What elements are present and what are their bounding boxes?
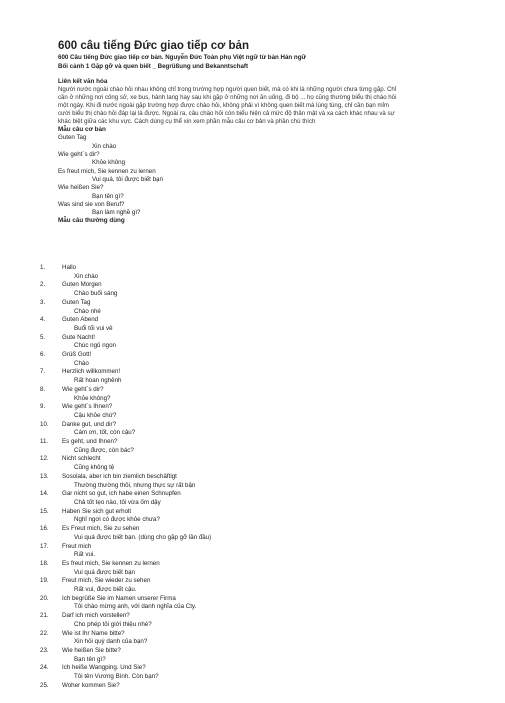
item-number: 7. [40, 368, 46, 376]
basic-sentences [58, 134, 488, 217]
item-number: 8. [40, 385, 46, 393]
list-item [40, 281, 480, 298]
item-number: 17. [40, 542, 49, 550]
german-phrase: Freut mich, Sie wieder zu sehen [62, 577, 151, 585]
common-heading: Mẫu câu thường dùng [58, 217, 125, 225]
list-item [40, 455, 480, 472]
culture-line: một ngày. Khi đi nước ngoài gặp trường hợp được chào hỏi, không phải vì không quen biết mà lúng túng, chỉ cần bạn mỉm [58, 102, 389, 110]
german-phrase: Guten Tag [62, 298, 91, 306]
german-phrase: Grüß Gott! [62, 351, 92, 359]
list-item [40, 386, 480, 403]
vietnamese-phrase: Rất vui. [74, 551, 95, 559]
list-item [40, 490, 480, 507]
german-phrase: Ich heiße Wangping. Und Sie? [62, 664, 146, 672]
german-sentence: Guten Tag [58, 134, 87, 142]
document-page [58, 40, 488, 226]
list-item [40, 612, 480, 629]
item-number: 1. [40, 264, 46, 271]
german-phrase: Wie geht´s dir? [62, 385, 104, 393]
german-phrase: Guten Morgen [62, 281, 102, 289]
german-phrase: Es freut mich, Sie kennen zu lernen [62, 559, 160, 567]
vietnamese-translation: Xin chào [92, 142, 117, 150]
item-number: 22. [40, 629, 49, 637]
item-number: 19. [40, 577, 49, 585]
subtitle-line: 600 Câu tiếng Đức giao tiếp cơ bản. Nguyễn Đức Toàn phụ Việt ngữ từ bản Hán ngữ [58, 54, 306, 61]
list-item [40, 351, 480, 368]
german-phrase: Darf ich mich vorstellen? [62, 612, 130, 620]
vietnamese-phrase: Chả tốt tẹo nào, tôi vừa ốm dậy [74, 498, 161, 506]
culture-line: cười biểu thị chào hỏi đáp lại là được. Ngoài ra, câu chào hỏi còn biểu hiện cả mức độ thân mật và xa cách khác nhau và sự [58, 110, 395, 118]
german-phrase: Nicht schlecht [62, 455, 101, 463]
vietnamese-phrase: Nghỉ ngơi có được khỏe chưa? [74, 516, 160, 524]
vietnamese-phrase: Cậu khỏe chứ? [74, 411, 117, 419]
german-phrase: Wie ist Ihr Name bitte? [62, 629, 125, 637]
german-phrase: Hallo [62, 264, 77, 271]
item-number: 4. [40, 316, 46, 324]
list-item [40, 630, 480, 647]
document-title: 600 câu tiếng Đức giao tiếp cơ bản [58, 40, 249, 52]
vietnamese-phrase: Xin hỏi quý danh của bạn? [74, 638, 148, 646]
basic-heading: Mẫu câu cơ bản [58, 126, 106, 134]
vietnamese-phrase: Tôi tên Vương Bình. Còn bạn? [74, 673, 159, 681]
vietnamese-phrase: Rất hoan nghênh [74, 377, 122, 385]
item-number: 16. [40, 525, 49, 533]
vietnamese-phrase: Chào buổi sáng [74, 290, 118, 298]
vietnamese-phrase: Rất vui, được biết cậu. [74, 586, 137, 594]
vietnamese-phrase: Khỏe không? [74, 394, 111, 402]
german-phrase: Guten Abend [62, 316, 99, 324]
german-phrase: Sosolala, aber ich bin ziemlich beschäftigt [62, 472, 177, 480]
item-number: 2. [40, 281, 46, 289]
vietnamese-phrase: Buổi tối vui vẻ [74, 324, 113, 332]
german-phrase: Es geht, und Ihnen? [62, 438, 118, 446]
german-sentence: Wie geht´s dir? [58, 151, 100, 159]
culture-line: Người nước ngoài chào hỏi nhau không chỉ trong trường hợp người quen biết, mà có khi là những người chưa từng gặp. Chỉ [58, 86, 397, 94]
list-item [40, 264, 480, 281]
vietnamese-phrase: Cám ơn, tốt, còn cậu? [74, 429, 136, 437]
culture-line: cần ở những nơi công sở, xe bus, hành lang hay sau khi gặp ở những nơi ăn uống, đi bộ ... họ cũng thường biểu thị chào hỏi [58, 94, 397, 102]
list-item [40, 316, 480, 333]
list-item [40, 664, 480, 681]
german-phrase: Woher kommen Sie? [62, 681, 120, 689]
german-phrase: Es Freut mich, Sie zu sehen [62, 525, 140, 533]
german-phrase: Freut mich [62, 542, 92, 550]
german-sentence: Es freut mich, Sie kennen zu lernen [58, 167, 156, 175]
vietnamese-phrase: Vui quá được biết bạn [74, 568, 135, 576]
item-number: 14. [40, 490, 49, 498]
list-item [40, 682, 480, 691]
german-phrase: Herzlich willkommen! [62, 368, 121, 376]
numbered-phrase-list [40, 264, 480, 690]
item-number: 12. [40, 455, 49, 463]
vietnamese-phrase: Xin chào [74, 272, 99, 280]
item-number: 21. [40, 612, 49, 620]
vietnamese-phrase: Bạn tên gì? [74, 655, 106, 663]
list-item [40, 473, 480, 490]
item-number: 6. [40, 351, 46, 359]
german-phrase: Ich begrüße Sie im Namen unserer Firma [62, 594, 176, 602]
item-number: 3. [40, 298, 46, 306]
item-number: 11. [40, 438, 49, 446]
german-phrase: Wie heißen Sie bitte? [62, 646, 121, 654]
vietnamese-phrase: Vui quá được biết bạn. (dùng cho gặp gỡ lần đầu) [74, 533, 212, 541]
culture-line: khác biệt giữa các khu vực. Cách dùng cụ thể xin xem phần mẫu câu cơ bản và phần chú thích [58, 118, 316, 126]
vietnamese-phrase: Chào [74, 359, 89, 367]
list-item [40, 543, 480, 560]
vietnamese-phrase: Thường thường thôi, nhưng thực sự rất bận [74, 481, 196, 489]
list-item [40, 508, 480, 525]
vietnamese-translation: Vui quá, tôi được biết bạn [92, 175, 163, 183]
item-number: 10. [40, 420, 49, 428]
list-item [40, 421, 480, 438]
vietnamese-phrase: Cũng không tệ [74, 464, 115, 472]
list-item [40, 368, 480, 385]
list-item [40, 595, 480, 612]
german-phrase: Wie geht´s Ihnen? [62, 403, 113, 411]
vietnamese-phrase: Chào nhé [74, 307, 101, 315]
list-item [40, 334, 480, 351]
list-item [40, 299, 480, 316]
list-item [40, 560, 480, 577]
vietnamese-translation: Bạn làm nghề gì? [92, 209, 141, 217]
vietnamese-phrase: Chúc ngủ ngon [74, 342, 116, 350]
vietnamese-phrase: Cho phép tôi giới thiệu nhé? [74, 620, 152, 628]
list-item [40, 403, 480, 420]
item-number: 23. [40, 646, 49, 654]
item-number: 9. [40, 403, 46, 411]
list-item [40, 577, 480, 594]
item-number: 13. [40, 472, 49, 480]
list-item [40, 647, 480, 664]
german-phrase: Gute Nacht! [62, 333, 96, 341]
vietnamese-translation: Bạn tên gì? [92, 192, 124, 200]
german-phrase: Danke gut, und dir? [62, 420, 117, 428]
list-item [40, 438, 480, 455]
culture-heading: Liên kết văn hóa [58, 78, 108, 86]
vietnamese-phrase: Cũng được, còn bác? [74, 446, 134, 454]
vietnamese-translation: Khỏe không [92, 159, 126, 167]
context-heading: Bối cảnh 1 Gặp gỡ và quen biết _ Begrüßung und Bekanntschaft [58, 62, 249, 70]
item-number: 5. [40, 333, 46, 341]
item-number: 20. [40, 594, 49, 602]
item-number: 24. [40, 664, 49, 672]
item-number: 18. [40, 559, 49, 567]
german-phrase: Haben Sie sich gut erholt [62, 507, 132, 515]
german-phrase: Gar nicht so gut, ich habe einen Schnupfen [62, 490, 181, 498]
item-number: 15. [40, 507, 49, 515]
vietnamese-phrase: Tôi chào mừng anh, với danh nghĩa của Cty. [74, 603, 197, 611]
item-number: 25. [40, 681, 49, 689]
german-sentence: Was sind sie von Beruf? [58, 200, 125, 208]
german-sentence: Wie heißen Sie? [58, 184, 104, 192]
list-item [40, 525, 480, 542]
culture-paragraph [58, 86, 488, 126]
